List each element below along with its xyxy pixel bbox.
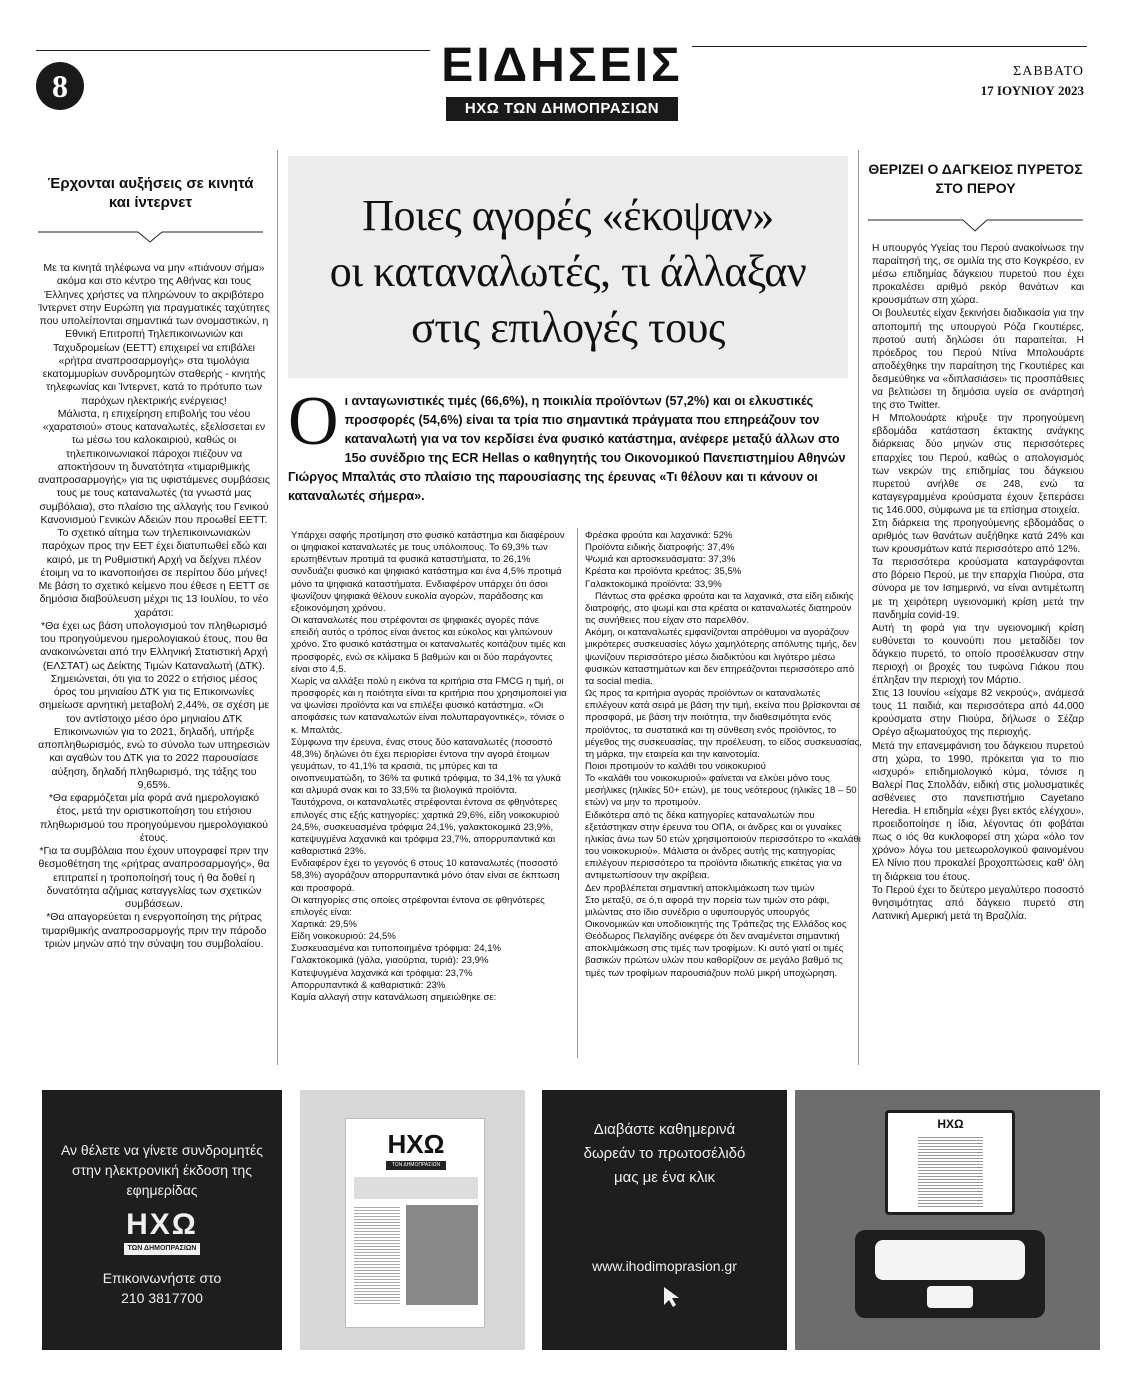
list-item: Ψωμιά και αρτοσκευάσματα: 37,3%	[585, 554, 736, 566]
list-item: Κατεψυγμένα λαχανικά και τρόφιμα: 23,7%	[291, 967, 473, 979]
main-column-1	[291, 530, 569, 1004]
paragraph: Το σχετικό αίτημα των τηλεπικοινωνιακών παρόχων προς την ΕΕΤ έχει διατυπωθεί εδώ και καιρό, με τη Ρυθμιστική Αρχή να δείχνει πλέον έτοιμη να το ικανοποιήσει σε περίπου δύο μήνες!	[40, 527, 268, 579]
main-column-2	[585, 530, 863, 980]
front-page-headline-bar	[354, 1177, 478, 1199]
laptop-screen-page	[918, 1135, 983, 1207]
list-item: Γαλακτοκομικά (γάλα, γιαούρτια, τυριά): 23,9%	[291, 955, 489, 967]
front-page-text	[354, 1205, 400, 1305]
laptop-touchpad	[927, 1286, 973, 1308]
paragraph: Η Μπολουάρτε κήρυξε την προηγούμενη εβδομάδα κατάσταση έκτακτης ανάγκης διάρκειας δύο μηνών στις περισσότερες επαρχίες του Περού, καθώς ο απολογισμός των νεκρών της επιδημίας του δάγκειου πυρετού ανήλθε σε 248, ενώ τα καταγεγραμμένα κρούσματα έχουν ξεπεράσει τις 146.000, σύμφωνα με τα επίσημα στοιχεία.	[872, 413, 1084, 516]
issue-day: ΣΑΒΒΑΤΟ	[1013, 64, 1084, 79]
laptop-ad[interactable]	[795, 1090, 1100, 1350]
column-divider	[577, 528, 578, 1058]
paragraph: Υπάρχει σαφής προτίμηση στο φυσικό κατάστημα και διαφέρουν οι ψηφιακοί καταναλωτές με τους υπόλοιπους. Το 69,3% των ερωτηθέντων προτιμά τα φυσικά καταστήματα, το 26,1% συνδυάζει φυσικό και ψηφιακό κατάστημα και ένα 4,5% προτιμά μόνο τα ψηφιακά καταστήματα. Ενδιαφέρον υπάρχει ότι όσοι ψωνίζουν ψηφιακά θέλουν ευκολία αγορών, παράδοσης και εξοικονόμηση χρόνου.	[291, 530, 565, 614]
front-page-masthead: ΗΧΩ	[387, 1129, 445, 1159]
website-link[interactable]: www.ihodimoprasion.gr	[592, 1258, 737, 1274]
laptop-screen	[885, 1110, 1015, 1215]
headline-line: στις επιλογές τους	[411, 303, 725, 352]
laptop-screen-logo: ΗΧΩ	[937, 1117, 964, 1131]
newspaper-thumbnail[interactable]	[300, 1090, 525, 1350]
header-rule-left	[36, 50, 430, 51]
front-page-masthead-sub: ΤΩΝ ΔΗΜΟΠΡΑΣΙΩΝ	[386, 1161, 446, 1170]
paragraph: Με βάση το σχετικό κείμενο που έθεσε η ΕΕΤΤ σε δημόσια διαβούλευση μέχρι τις 13 Ιουλίου, το νέο χαράτσι:	[38, 580, 270, 619]
main-lead	[288, 383, 853, 506]
phone-number[interactable]: 210 3817700	[121, 1290, 203, 1306]
header-rule-right	[692, 46, 1087, 47]
list-item: Χαρτικά: 29,5%	[291, 919, 357, 930]
list-item: Είδη νοικοκυριού: 24,5%	[291, 931, 396, 943]
paragraph: Το «καλάθι του νοικοκυριού» φαίνεται να ελκύει μόνο τους μεσήλικες (ηλικίες 50+ ετών), με τους νεότερους (ηλικίες 18 – 50 ετών) να μην το προτιμούν.	[585, 773, 857, 809]
paragraph: Με τα κινητά τηλέφωνα να μην «πιάνουν σήμα» ακόμα και στο κέντρο της Αθήνας και τους Έλληνες χρήστες να πληρώνουν το ακριβότερο Ίντερνετ στην Ευρώπη για πραγματικές ταχύτητες που υπολείπονται σημαντικά των ονομαστικών, η Εθνική Επιτροπή Τηλεπικοινωνιών και Ταχυδρομείων (ΕΕΤΤ) επιχειρεί να επιβάλει «ρήτρα αναπροσαρμογής» στα τιμολόγια εκατομμυρίων συνδρομητών σταθερής - κινητής τηλεφωνίας και Ίντερνετ, κατά το πρότυπο των παρόχων ηλεκτρικής ενέργειας!	[38, 262, 270, 407]
paragraph: Οι καταναλωτές που στρέφονται σε ψηφιακές αγορές πάνε επειδή αυτός ο τρόπος είναι άνετος και εύκολος και γλιτώνουν χρόνο. Στο φυσικό κατάστημα οι καταναλωτές κοιτάζουν τιμές και προσφορές, ενώ σε κλίμακα 5 βαθμών και οι δύο παράγοντες είναι στο 4,5.	[291, 615, 566, 675]
list-item: Προϊόντα ειδικής διατροφής: 37,4%	[585, 542, 735, 554]
left-article-title: Έρχονται αυξήσεις σε κινητά και ίντερνετ	[47, 175, 254, 211]
read-online-ad[interactable]	[542, 1090, 787, 1350]
paragraph: Οι βουλευτές είχαν ξεκινήσει διαδικασία για την αποπομπή της υπουργού Ρόζα Γκουτιέρες, προτού αυτή δηλώσει ότι παραιτείται. Η πρόεδρος του Περού Ντίνα Μπολουάρτε αποδέχθηκε την παραίτηση της Γκουτιέρες και δεσμεύθηκε να «διπλασιάσει» τις προσπάθειες να βελτιώσει τη δημόσια υγεία σε ανάρτησή της στο Twitter.	[872, 308, 1084, 412]
right-article-title: ΘΕΡΙΖΕΙ Ο ΔΑΓΚΕΙΟΣ ΠΥΡΕΤΟΣ ΣΤΟ ΠΕΡΟΥ	[868, 161, 1083, 196]
left-article-body	[38, 262, 270, 951]
paragraph: *Θα απαγορεύεται η ενεργοποίηση της ρήτρας τιμαριθμικής αναπροσαρμογής πριν την πάροδο τριών μηνών από την σύναψη του συμβολαίου.	[41, 911, 267, 950]
headline-line: Ποιες αγορές «έκοψαν»	[362, 191, 774, 240]
paragraph: Μετά την επανεμφάνιση του δάγκειου πυρετού στη χώρα, το 1990, πρόκειται για το πιο «ισχυρό» επιδημιολογικό κύμα, τόνισε η Βαλερί Πας Σπολδάν, ειδική στις μολυσματικές ασθένειες στο πανεπιστήμιο Cayetano Heredia. Η επιδημία «έχει βγει εκτός ελέγχου», προειδοποίησε η ίδια, λέγοντας ότι φοβάται πως ο ιός θα κυκλοφορεί στη χώρα «όλο τον χρόνο» λόγω του μετεωρολογικού φαινομένου Ελ Νίνιο που προκαλεί βροχοπτώσεις καθ' όλη τη διάρκεια του έτους.	[872, 740, 1084, 883]
drop-cap: Ο	[288, 383, 339, 460]
paragraph: Τα περισσότερα κρούσματα καταγράφονται στο βόρειο Περού, με την επαρχία Πιούρα, στα σύνορα με τον Ισημερινό, να είναι αντιμέτωπη με τη χειρότερη υγειονομική κρίση μετά την πανδημία covid-19.	[872, 557, 1084, 621]
laptop-keyboard	[875, 1240, 1025, 1280]
chevron-down-icon	[38, 228, 263, 244]
section-title: ΕΙΔΗΣΕΙΣ	[441, 39, 683, 92]
list-item: Γαλακτοκομικά προϊόντα: 33,9%	[585, 578, 722, 590]
cursor-icon	[662, 1285, 682, 1309]
front-page-photo	[406, 1205, 478, 1305]
subscribe-ad[interactable]	[42, 1090, 282, 1350]
paragraph: Μάλιστα, η επιχείρηση επιβολής του νέου «χαρατσιού» στους καταναλωτές, εξελίσσεται εν τω μέσω του καλοκαιριού, καθώς οι τηλεπικοινωνιακοί πάροχοι πιέζουν να αποκτήσουν τη δυνατότητα «τιμαριθμικής αναπροσαρμογής» για τις υφιστάμενες συμβάσεις τους με τους καταναλωτές (τα γνωστά μας συμβόλαια), στο πλαίσιο της αλλαγής του Γενικού Κανονισμού Γενικών Αδειών που προωθεί ΕΕΤΤ.	[38, 407, 270, 526]
contact-label: Επικοινωνήστε στο	[102, 1270, 222, 1286]
paragraph: Χωρίς να αλλάξει πολύ η εικόνα τα κριτήρια στα FMCG η τιμή, οι προσφορές και η ποιότητα είναι τα κριτήρια που χρησιμοποιεί για να ψωνίσει προϊόντα και να επιλέξει φυσικό κατάστημα. «Οι αποφάσεις των καταναλωτών είναι πολυπαραγοντικές», τόνισε ο κ. Μπαλτάς.	[291, 675, 567, 736]
paragraph: Ταυτόχρονα, οι καταναλωτές στρέφονται έντονα σε φθηνότερες επιλογές στις εξής κατηγορίες: χαρτικά 29,6%, είδη νοικοκυριού 24,5%, συσκευασμένα τρόφιμα 24,1%, γαλακτοκομικά 23,9%, κατεψυγμένα λαχανικά και τρόφιμα 23,7%, απορρυπαντικά και καθαριστικά 23%.	[291, 797, 560, 858]
subscribe-ad-text: Αν θέλετε να γίνετε συνδρομητές στην ηλεκτρονική έκδοση της εφημερίδας	[60, 1142, 264, 1198]
column-divider	[277, 150, 278, 1065]
paragraph: Στις 13 Ιουνίου «είχαμε 82 νεκρούς», ανάμεσά τους 11 παιδιά, και περισσότερα από 44.000 κρούσματα στην Πιούρα, δήλωσε ο Σέζαρ Ορέγο αξιωματούχος της περιοχής.	[872, 688, 1084, 739]
subheading: Δεν προβλέπεται σημαντική αποκλιμάκωση των τιμών	[585, 882, 815, 894]
paragraph: Καμία αλλαγή στην κατανάλωση σημειώθηκε σε:	[291, 991, 497, 1003]
chevron-down-icon	[868, 216, 1083, 234]
read-ad-text: Διαβάστε καθημερινά δωρεάν το πρωτοσέλιδό μας με ένα κλικ	[583, 1121, 746, 1186]
publication-name: ΗΧΩ ΤΩΝ ΔΗΜΟΠΡΑΣΙΩΝ	[446, 97, 678, 121]
paragraph: Αυτή τη φορά για την υγειονομική κρίση ευθύνεται το κουνούπι που μεταδίδει τον δάγκειο πυρετό, το οποίο προσέλκυσαν στην περιοχή οι βροχές του τυφώνα Γιάκου που έπληξαν την περιοχή τον Μάρτιο.	[872, 622, 1084, 687]
paragraph: Ως προς τα κριτήρια αγοράς προϊόντων οι καταναλωτές επιλέγουν κατά σειρά με βάση την τιμή, εκείνα που βρίσκονται σε προσφορά, με βάση την ποιότητα, την διαθεσιμότητα ενός προϊόντος, τα συστατικά και τη σύνθεση ενός προϊόντος, το μέγεθος της συσκευασίας, την προέλευση, το είδος συσκευασίας, τη μάρκα, την εταιρεία και την καινοτομία.	[585, 688, 862, 760]
paragraph: *Θα έχει ως βάση υπολογισμού τον πληθωρισμό του προηγούμενου ημερολογιακού έτους, που θα ανακοινώνεται από την Ελληνική Στατιστική Αρχή (ΕΛΣΤΑΤ) ως Δείκτης Τιμών Καταναλωτή (ΔΤΚ). Σημειώνεται, ότι για το 2022 ο ετήσιος μέσος όρος του μηνιαίου ΔΤΚ για τις Επικοινωνίες σημείωσε αρνητική μεταβολή 2,44%, σε σχέση με τον αντίστοιχο μέσο όρο μηνιαίου ΔΤΚ Επικοινωνιών για το 2021, δηλαδή, υπήρξε αποπληθωρισμός, ενώ το σύνολο των υπηρεσιών και αγαθών του ΔΤΚ για το 2022 παρουσίασε αύξηση, δηλαδή πληθωρισμό, της τάξης του 9,65%.	[38, 619, 270, 791]
front-page-image	[345, 1118, 485, 1328]
ihw-logo: ΗΧΩ	[126, 1208, 198, 1241]
right-article-body	[872, 242, 1084, 923]
paragraph: Στη διάρκεια της προηγούμενης εβδομάδας ο αριθμός των θανάτων αυξήθηκε κατά 24% και των κρουσμάτων κατά περισσότερο από 12%.	[872, 517, 1084, 556]
paragraph: Ειδικότερα από τις δέκα κατηγορίες καταναλωτών που εξετάστηκαν στην έρευνα του ΟΠΑ, οι άνδρες και οι γυναίκες ηλικίας άνω των 50 ετών χρησιμοποιούν περισσότερο το «καλάθι του νοικοκυριού». Μάλιστα οι άνδρες αυτής της κατηγορίας επιλέγουν περισσότερο τα προϊόντα ιδιωτικής ετικέτας για να αντιμετωπίσουν την ακρίβεια.	[585, 809, 861, 882]
list-item: Φρέσκα φρούτα και λαχανικά: 52%	[585, 530, 733, 541]
main-headline	[288, 188, 848, 356]
paragraph: Οι κατηγορίες στις οποίες στρέφονται έντονα σε φθηνότερες επιλογές είναι:	[291, 894, 545, 918]
ihw-logo-sub: ΤΩΝ ΔΗΜΟΠΡΑΣΙΩΝ	[124, 1243, 200, 1255]
issue-date: 17 ΙΟΥΝΙΟΥ 2023	[980, 83, 1084, 98]
lead-text: ι ανταγωνιστικές τιμές (66,6%), η ποικιλία προϊόντων (57,2%) και οι ελκυστικές προσφορές (54,6%) είναι τα τρία πιο σημαντικά πράγματα που επηρεάζουν τον καταναλωτή για να τον κερδίσει ένα φυσικό κατάστημα, ανέφερε μεταξύ άλλων στο 15ο συνέδριο της ECR Hellas ο καθηγητής του Οικονομικού Πανεπιστημίου Αθηνών Γιώργος Μπαλτάς στο πλαίσιο της παρουσίασης της έρευνας «Τι θέλουν και τι κάνουν οι καταναλωτές σήμερα».	[288, 394, 846, 503]
list-item: Κρέατα και προϊόντα κρεάτος: 35,5%	[585, 566, 742, 578]
paragraph: Ακόμη, οι καταναλωτές εμφανίζονται απρόθυμοι να αγοράζουν μικρότερες συσκευασίες λόγω χαμηλότερης απόλυτης τιμής, δεν ψωνίζουν περισσότερο μέσω διαδικτύου και λιγότερο μέσω φυσικών καταστημάτων και δεν επηρεάζονται περισσότερο από τα social media.	[585, 627, 857, 687]
subheading: Ποιοι προτιμούν το καλάθι του νοικοκυριού	[585, 760, 766, 772]
paragraph: Στο μεταξύ, σε ό,τι αφορά την πορεία των τιμών στο ράφι, μιλώντας στο ίδιο συνέδριο ο υφυπουργός υπουργός Οικονομικών και υποδιοικητής της Τράπεζας της Ελλάδος κος Θεόδωρος Πελαγίδης ανέφερε ότι δεν αναμένεται σημαντική αποκλιμάκωση στις τιμές των τροφίμων. Κι αυτό γιατί οι τιμές βασικών πρώτων υλών που καθορίζουν σε μεγάλο βαθμό τις τιμές των τροφίμων παρουσιάζουν πολύ μικρή υποχώρηση.	[585, 894, 847, 979]
headline-line: οι καταναλωτές, τι άλλαξαν	[329, 247, 807, 296]
paragraph: *Θα εφαρμόζεται μία φορά ανά ημερολογιακό έτος, μετά την οριστικοποίηση του ετήσιου πληθωρισμού του προηγούμενου ημερολογιακού έτους.	[40, 792, 268, 844]
paragraph: *Για τα συμβόλαια που έχουν υπογραφεί πριν την θεσμοθέτηση της «ρήτρας αναπροσαρμογής», θα επιτραπεί η τροποποίησή τους ή θα δοθεί η δυνατότητα αζήμιας καταγγελίας των σχετικών συμβάσεων.	[38, 845, 270, 910]
paragraph: Η υπουργός Υγείας του Περού ανακοίνωσε την παραίτησή της, σε ομιλία της στο Κογκρέσο, εν μέσω επιδημίας δάγκειου πυρετού που έχει προκαλέσει αριθμό ρεκόρ θανάτων και κρουσμάτων στη χώρα.	[872, 243, 1084, 307]
page-number: 8	[36, 62, 84, 110]
paragraph: Σύμφωνα την έρευνα, ένας στους δύο καταναλωτές (ποσοστό 48,3%) δηλώνει ότι έχει περιορίσει έντονα την αγορά έτοιμων γευμάτων, το 41,1% τα κρασιά, τις μπύρες και τα οινοπνευματώδη, το 36% τα φυτικά τρόφιμα, το 34,1% τα γλυκά και αλμυρά σνακ και το 33,5% τα βιολογικά προϊόντα.	[291, 736, 561, 797]
list-item: Απορρυπαντικά & καθαριστικά: 23%	[291, 979, 446, 991]
laptop-base	[855, 1230, 1045, 1318]
paragraph: Το Περού έχει το δεύτερο μεγαλύτερο ποσοστό θνησιμότητας από δάγκειο πυρετό στη Λατινική Αμερική μετά τη Βραζιλία.	[872, 884, 1084, 922]
paragraph: Πάντως στα φρέσκα φρούτα και τα λαχανικά, στα είδη ειδικής διατροφής, στο ψωμί και στα κρέατα οι καταναλωτές διατηρούν τις συνήθειες που είχαν στο παρελθόν.	[585, 590, 854, 627]
paragraph: Ενδιαφέρον έχει το γεγονός 6 στους 10 καταναλωτές (ποσοστό 58,3%) αγοράζουν απορρυπαντικά μόνο όταν είναι σε έκπτωση και προσφορά.	[291, 858, 560, 894]
list-item: Συσκευασμένα και τυποποιημένα τρόφιμα: 24,1%	[291, 943, 502, 955]
